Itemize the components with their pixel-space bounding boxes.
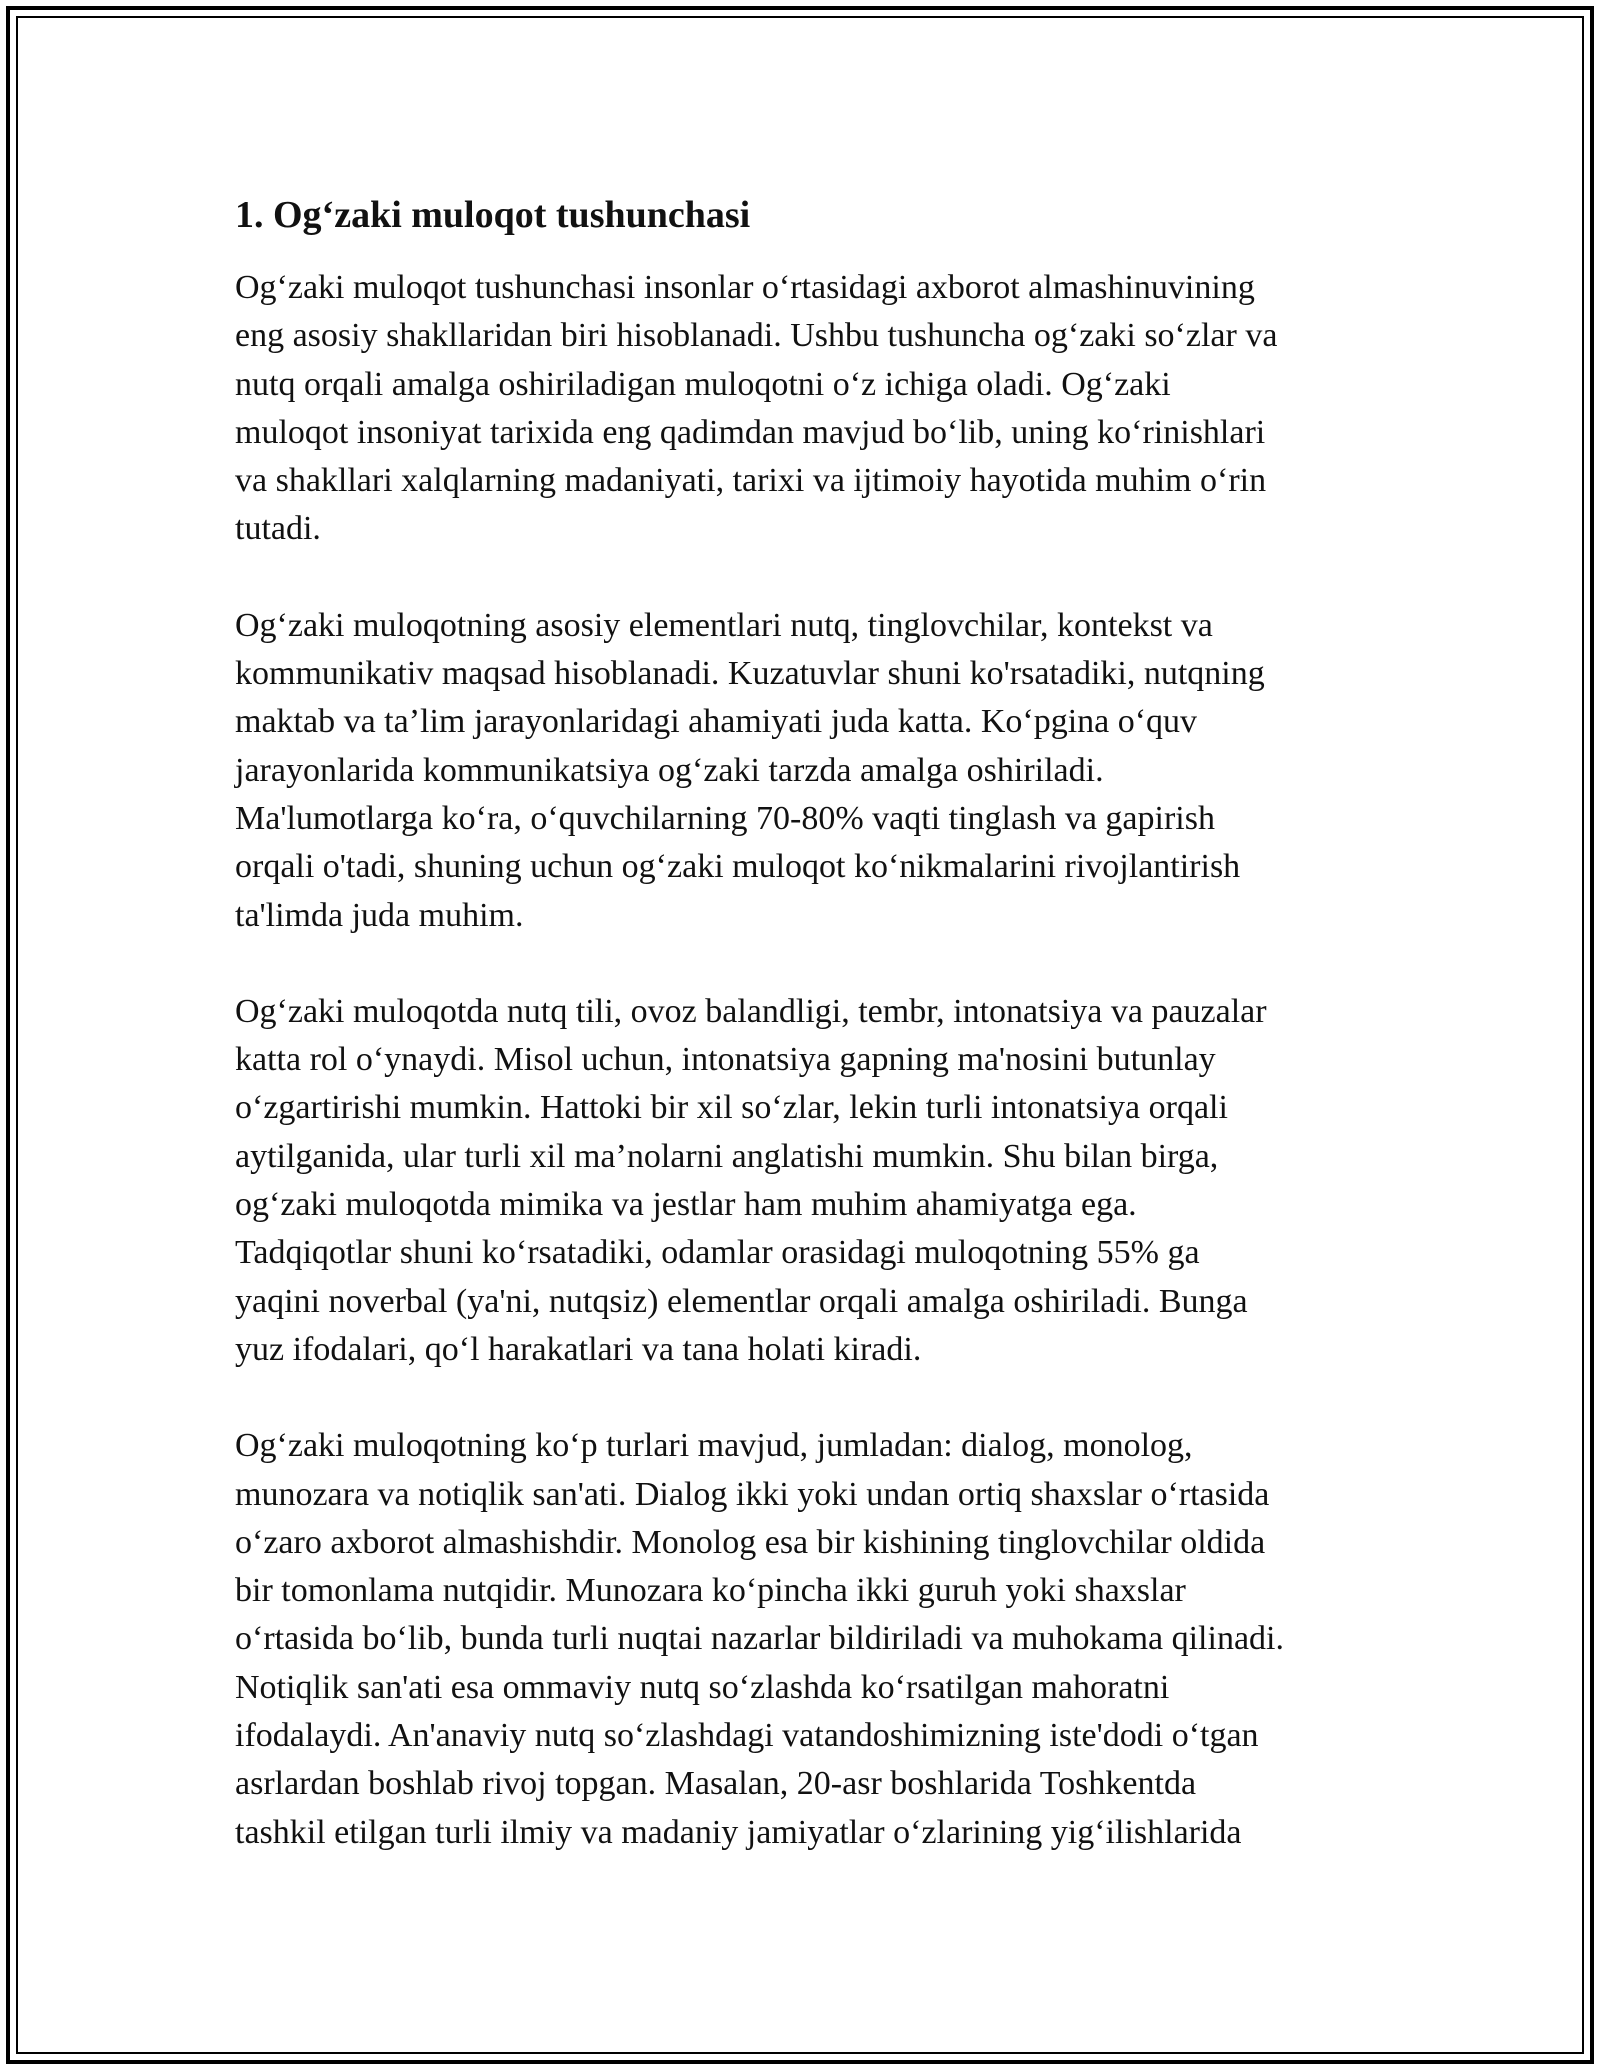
document-body	[235, 188, 1375, 1905]
text-line: maktab va ta’lim jarayonlaridagi ahamiyati juda katta. Ko‘pgina o‘quv	[235, 703, 1198, 741]
text-line: ifodalaydi. An'anaviy nutq so‘zlashdagi vatandoshimizning iste'dodi o‘tgan	[235, 1717, 1259, 1755]
text-line: Notiqlik san'ati esa ommaviy nutq so‘zlashda ko‘rsatilgan mahoratni	[235, 1668, 1170, 1706]
text-line: aytilganida, ular turli xil ma’nolarni anglatishi mumkin. Shu bilan birga,	[235, 1137, 1219, 1175]
text-line: bir tomonlama nutqidir. Munozara ko‘pincha ikki guruh yoki shaxslar	[235, 1572, 1186, 1610]
text-line: Og‘zaki muloqotda nutq tili, ovoz balandligi, tembr, intonatsiya va pauzalar	[235, 992, 1267, 1030]
text-line: orqali o'tadi, shuning uchun og‘zaki muloqot ko‘nikmalarini rivojlantirish	[235, 848, 1241, 886]
text-line: o‘rtasida bo‘lib, bunda turli nuqtai nazarlar bildiriladi va muhokama qilinadi.	[235, 1620, 1284, 1658]
text-line: munozara va notiqlik san'ati. Dialog ikki yoki undan ortiq shaxslar o‘rtasida	[235, 1475, 1270, 1513]
text-line: asrlardan boshlab rivoj topgan. Masalan, 20-asr boshlarida Toshkentda	[235, 1765, 1197, 1803]
text-line: o‘zgartirishi mumkin. Hattoki bir xil so‘zlar, lekin turli intonatsiya orqali	[235, 1089, 1228, 1127]
text-line: Og‘zaki muloqotning asosiy elementlari nutq, tinglovchilar, kontekst va	[235, 606, 1213, 644]
text-line: Og‘zaki muloqot tushunchasi insonlar o‘rtasidagi axborot almashinuvining	[235, 269, 1255, 306]
text-line: va shakllari xalqlarning madaniyati, tarixi va ijtimoiy hayotida muhim o‘rin	[235, 462, 1267, 500]
text-line: kommunikativ maqsad hisoblanadi. Kuzatuvlar shuni ko'rsatadiki, nutqning	[235, 655, 1265, 693]
paragraph-4	[235, 1422, 1375, 1857]
text-line: jarayonlarida kommunikatsiya og‘zaki tarzda amalga oshiriladi.	[235, 751, 1104, 789]
text-line: Tadqiqotlar shuni ko‘rsatadiki, odamlar orasidagi muloqotning 55% ga	[235, 1234, 1200, 1272]
paragraph-3	[235, 988, 1375, 1374]
text-line: muloqot insoniyat tarixida eng qadimdan mavjud bo‘lib, uning ko‘rinishlari	[235, 413, 1266, 451]
paragraph-2	[235, 602, 1375, 940]
text-line: katta rol o‘ynaydi. Misol uchun, intonatsiya gapning ma'nosini butunlay	[235, 1041, 1216, 1079]
text-line: yuz ifodalari, qo‘l harakatlari va tana holati kiradi.	[235, 1330, 922, 1368]
text-line: tashkil etilgan turli ilmiy va madaniy jamiyatlar o‘zlarining yig‘ilishlarida	[235, 1813, 1242, 1851]
paragraph-1	[235, 264, 1375, 554]
text-line: eng asosiy shakllaridan biri hisoblanadi. Ushbu tushuncha og‘zaki so‘zlar va	[235, 317, 1278, 355]
text-line: Og‘zaki muloqotning ko‘p turlari mavjud, jumladan: dialog, monolog,	[235, 1427, 1193, 1465]
text-line: o‘zaro axborot almashishdir. Monolog esa bir kishining tinglovchilar oldida	[235, 1523, 1266, 1561]
text-line: og‘zaki muloqotda mimika va jestlar ham muhim ahamiyatga ega.	[235, 1186, 1137, 1224]
text-line: tutadi.	[235, 510, 321, 548]
text-line: ta'limda juda muhim.	[235, 896, 524, 934]
text-line: yaqini noverbal (ya'ni, nutqsiz) elementlar orqali amalga oshiriladi. Bunga	[235, 1282, 1248, 1320]
text-line: Ma'lumotlarga ko‘ra, o‘quvchilarning 70-80% vaqti tinglash va gapirish	[235, 799, 1215, 837]
text-line: nutq orqali amalga oshiriladigan muloqotni o‘z ichiga oladi. Og‘zaki	[235, 365, 1171, 403]
section-heading: 1. Og‘zaki muloqot tushunchasi	[235, 194, 751, 236]
